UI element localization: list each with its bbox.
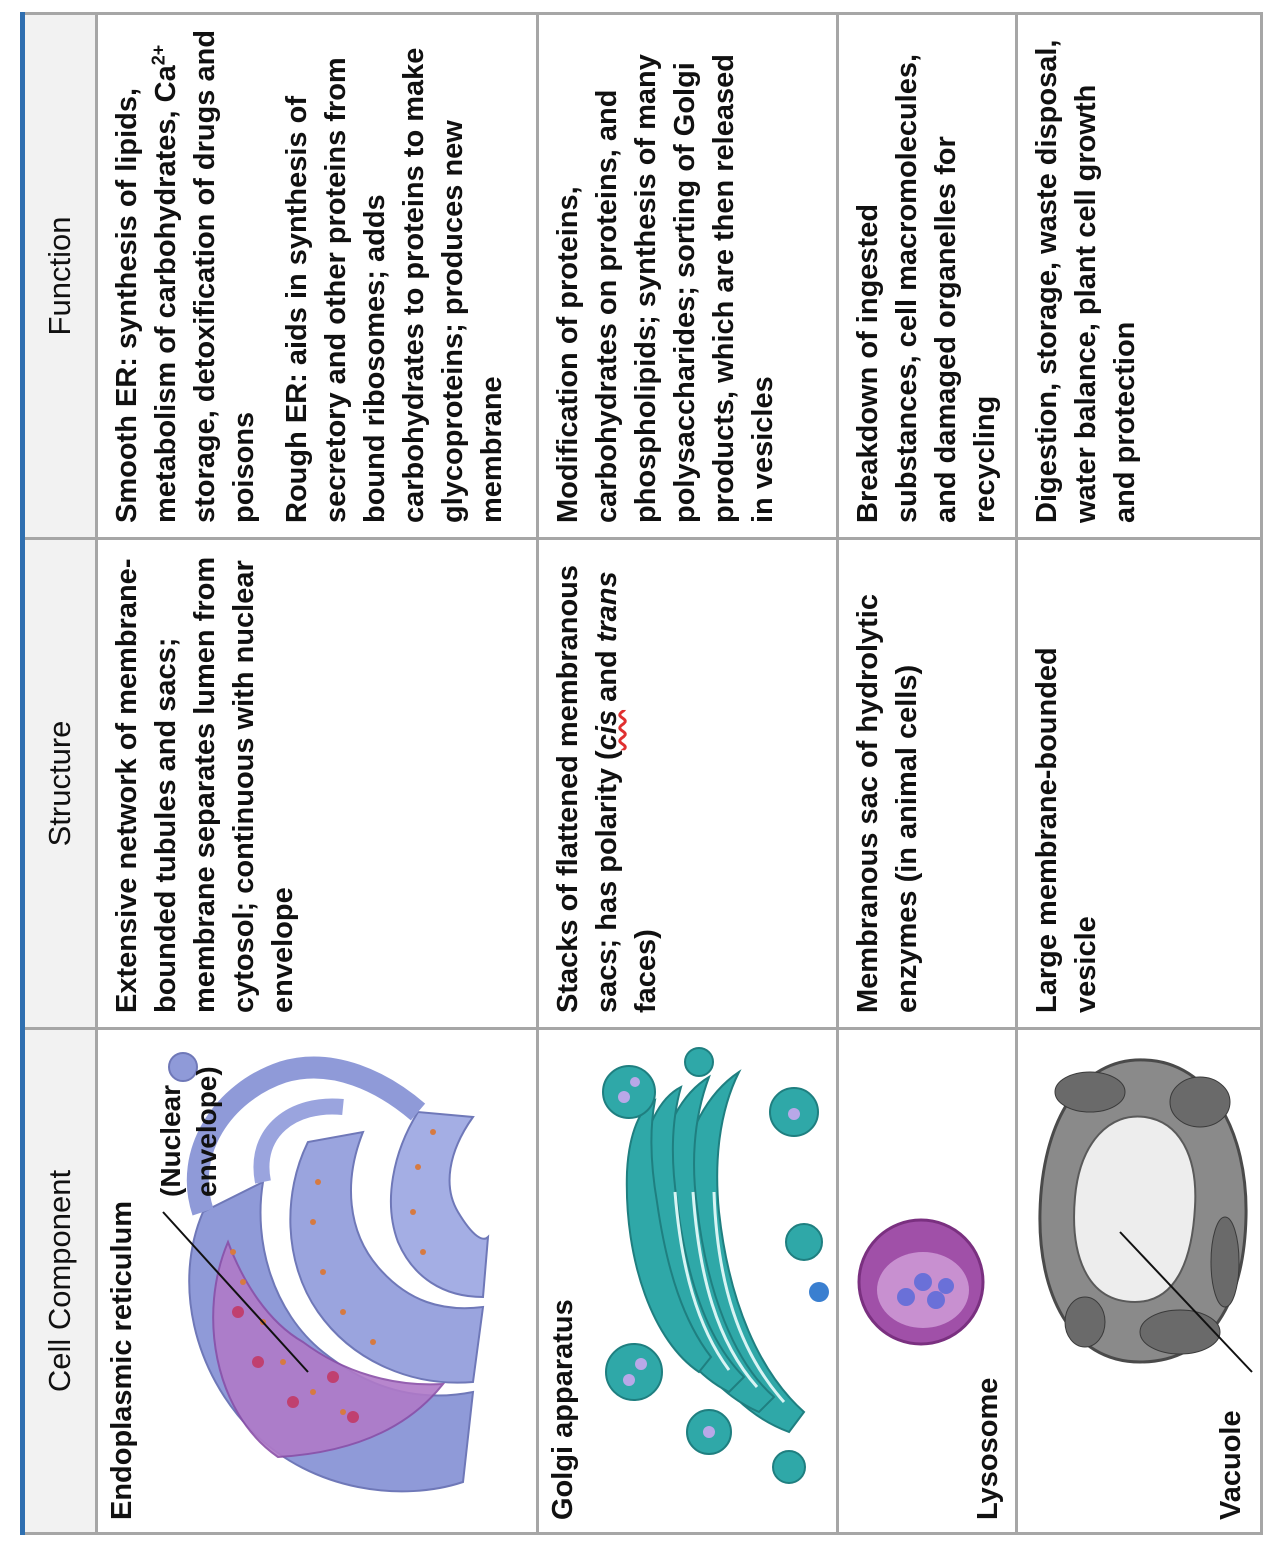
cell-lysosome-component xyxy=(838,1029,1017,1534)
table-row-vacuole xyxy=(1017,14,1262,1534)
trans-term: trans xyxy=(591,571,623,643)
vacuole-function-text: Digestion, storage, waste disposal, water balance, plant cell growth and protection xyxy=(1031,39,1141,523)
header-cell-component: Cell Component xyxy=(23,1029,97,1534)
cell-components-table xyxy=(20,12,1263,1535)
table-row-lysosome xyxy=(838,14,1017,1534)
table-row-golgi xyxy=(538,14,838,1534)
er-function-text xyxy=(98,15,536,537)
smooth-er-text-rest: storage, detoxification of drugs and poisons xyxy=(189,29,260,523)
header-row xyxy=(23,14,97,1534)
lysosome-illustration xyxy=(851,1212,991,1352)
lysosome-function-text: Breakdown of ingested substances, cell macromolecules, and damaged organelles for recycling xyxy=(852,53,1001,523)
header-function: Function xyxy=(23,14,97,539)
er-label: Endoplasmic reticulum xyxy=(106,1200,138,1520)
cell-er-function xyxy=(97,14,538,539)
calcium-symbol: Ca xyxy=(150,65,182,103)
smooth-er-function xyxy=(108,29,264,523)
cell-lysosome-function xyxy=(838,14,1017,539)
cell-er-structure xyxy=(97,539,538,1029)
cell-golgi-function xyxy=(538,14,838,539)
golgi-structure-part-a: Stacks of flattened membranous sacs; has polarity ( xyxy=(552,565,623,1013)
golgi-label: Golgi apparatus xyxy=(547,1299,579,1520)
calcium-charge: 2+ xyxy=(148,44,169,66)
cell-lysosome-structure xyxy=(838,539,1017,1029)
golgi-structure-part-c: faces) xyxy=(630,929,662,1013)
golgi-illustration xyxy=(589,1037,834,1492)
er-structure-text: Extensive network of membrane-bounded tubules and sacs; membrane separates lumen from cytosol; continuous with nuclear envelope xyxy=(111,556,299,1013)
er-callout-label: (Nuclear envelope) xyxy=(155,1066,222,1197)
table-row-er xyxy=(97,14,538,1534)
vacuole-structure-text: Large membrane-bounded vesicle xyxy=(1031,647,1102,1013)
golgi-structure-part-b: and xyxy=(591,642,623,710)
cell-vacuole-component xyxy=(1017,1029,1262,1534)
header-structure: Structure xyxy=(23,539,97,1029)
cell-er-component xyxy=(97,1029,538,1534)
cell-vacuole-function xyxy=(1017,14,1262,539)
lysosome-structure-text: Membranous sac of hydrolytic enzymes (in animal cells) xyxy=(852,594,923,1013)
golgi-function-text: Modification of proteins, carbohydrates on proteins, and phospholipids; synthesis of many polysaccharides; sorting of Golgi products, which are then released in vesicles xyxy=(552,54,779,523)
smooth-er-text: Smooth ER: synthesis of lipids, metabolism of carbohydrates, xyxy=(111,87,182,523)
cell-golgi-component xyxy=(538,1029,838,1534)
golgi-structure-text xyxy=(539,540,676,1027)
cell-vacuole-structure xyxy=(1017,539,1262,1029)
vacuole-micrograph xyxy=(1030,1042,1255,1382)
lysosome-label: Lysosome xyxy=(972,1377,1004,1520)
rough-er-function: Rough ER: aids in synthesis of secretory and other proteins from bound ribosomes; adds carbohydrates to proteins to make glycoproteins; produces new membrane xyxy=(281,47,508,523)
cell-golgi-structure xyxy=(538,539,838,1029)
vacuole-label: Vacuole xyxy=(1215,1410,1247,1520)
rotated-table-wrapper xyxy=(20,15,1247,1535)
cis-term: cis xyxy=(591,709,623,751)
